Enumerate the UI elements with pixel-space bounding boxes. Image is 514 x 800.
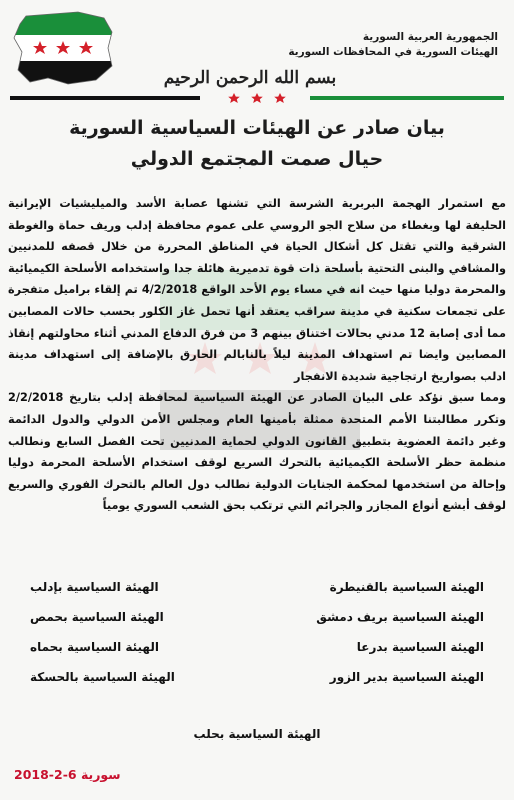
signature-quneitra: الهيئة السياسية بالقنيطرة [329, 580, 484, 594]
document-date: سورية 6-2-2018 [14, 767, 121, 782]
decorative-flag-band [10, 93, 504, 103]
document-title: بيان صادر عن الهيئات السياسية السورية [69, 117, 445, 139]
paragraph-1: مع استمرار الهجمة البربرية الشرسة التي تشنها عصابة الأسد والميليشيات الإيرانية الحليفة لها وبغطاء من سلاح الجو الروسي على عموم محافظة إدلب وريف حماة والغوطة الشرقية والتي تقتل كل أشكال الحياة في المناطق المحررة من خلال قصفه للمدنيين والمشافي والبنى التحتية بأسلحة ذات قوة تدميرية هائلة جدا واستخدامه الأسلحة الكيميائية والمحرمة دوليا منها حيث انه في مساء يوم الأحد الواقع 4/2/2018 تم إلقاء براميل متفجرة على تجمعات سكنية في مدينة سراقب يعتقد أنها تحمل غاز الكلور بحسب حالات المصابين مما أدى إصابة 12 مدني بحالات اختناق بينهم 3 من فرق الدفاع المدني أثناء محاولتهم إنقاذ المصابين وايضا تم استهداف المدينة ليلاً بالنابالم الحارق بالإضافة إلى استهداف مدينة ادلب بصواريخ ارتجاجية شديدة الانفجار [8, 197, 507, 383]
statement-body [8, 193, 506, 517]
basmala: بسم الله الرحمن الرحيم [163, 68, 337, 88]
signature-daraa: الهيئة السياسية بدرعا [356, 640, 484, 654]
signature-homs: الهيئة السياسية بحمص [30, 610, 164, 624]
paragraph-2: ومما سبق نؤكد على البيان الصادر عن الهيئة السياسية لمحافظة إدلب بتاريخ 2/2/2018 وتكرر مطالبتنا الأمم المتحدة ممثلة بأمينها العام ومجلس الأمن الدولي والدول الدائمة وغير دائمة العضوية بتطبيق القانون الدولي لحماية المدنيين تحت الفصل السابع ونطالب منظمة حظر الأسلحة الكيميائية بالتحرك السريع لوقف استخدام الأسلحة المحرمة دوليا وإحالة من استخدمها لمحكمة الجنايات الدولية نطالب دول العالم بالتحرك الفوري والسريع لوقف أبشع أنواع المجازر والجرائم التي ترتكب بحق الشعب السوري يومياً [8, 391, 506, 513]
signature-hama: الهيئة السياسية بحماه [30, 640, 159, 654]
signature-deir-ezzor: الهيئة السياسية بدير الزور [329, 670, 484, 684]
header-line-1: الجمهورية العربية السورية [362, 31, 498, 43]
signature-rif-dimashq: الهيئة السياسية بريف دمشق [316, 610, 484, 624]
signature-aleppo: الهيئة السياسية بحلب [193, 727, 321, 741]
header-text [268, 30, 498, 60]
signature-hasakah: الهيئة السياسية بالحسكة [30, 670, 175, 684]
header-line-2: الهيئات السورية في المحافظات السورية [288, 46, 498, 58]
signature-idlib: الهيئة السياسية بإدلب [30, 580, 159, 594]
syria-map-flag-logo [8, 8, 118, 88]
document-subtitle: حيال صمت المجتمع الدولي [130, 148, 384, 170]
